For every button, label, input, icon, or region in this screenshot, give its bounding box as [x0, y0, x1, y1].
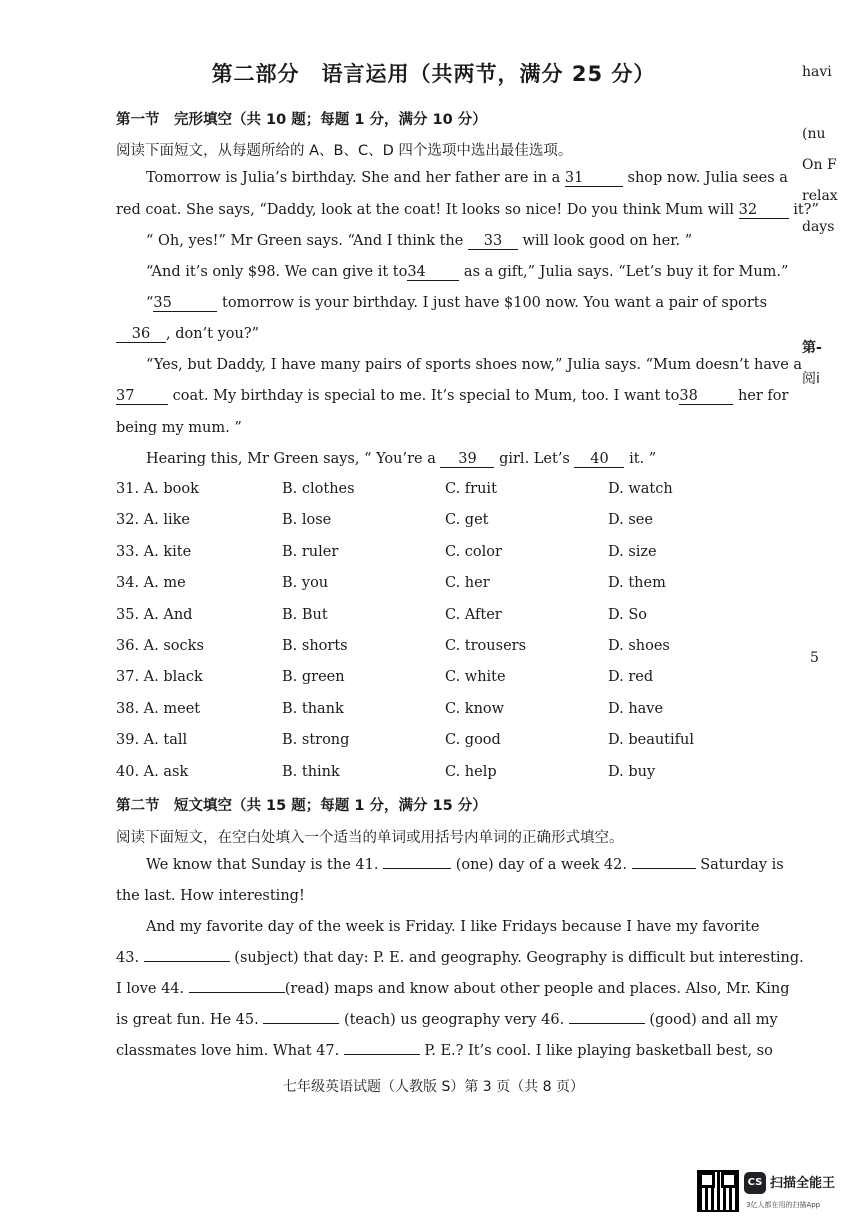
option-d: D. size	[608, 544, 657, 560]
option-b: B. you	[282, 575, 329, 591]
side-fragment: 阅i	[802, 371, 820, 387]
scanner-app-name: 扫描全能王	[770, 1176, 836, 1191]
option-a: 37. A. black	[116, 669, 203, 685]
option-b: B. lose	[282, 512, 332, 528]
passage1-line-5: “35 tomorrow is your birthday. I just have $100 now. You want a pair of sports	[146, 295, 768, 311]
passage1-line-1: Tomorrow is Julia’s birthday. She and her father are in a 31 shop now. Julia sees a	[146, 170, 788, 186]
blank-45	[263, 1023, 339, 1024]
option-b: B. strong	[282, 732, 350, 748]
side-fragment: On F	[802, 157, 837, 173]
passage2-line-1: We know that Sunday is the 41. (one) day of a week 42. Saturday is	[146, 857, 784, 873]
passage1-line-4: “And it’s only $98. We can give it to34 as a gift,” Julia says. “Let’s buy it for Mum.”	[146, 264, 789, 280]
option-a: 39. A. tall	[116, 732, 188, 748]
passage2-line-4: 43. (subject) that day: P. E. and geography. Geography is difficult but interesting.	[116, 950, 804, 966]
option-c: C. her	[445, 575, 490, 591]
question-number: 39.	[116, 732, 140, 748]
option-a: 33. A. kite	[116, 544, 192, 560]
option-c: C. know	[445, 701, 505, 717]
blank-41	[383, 868, 451, 869]
passage1-line-9: being my mum. ”	[116, 420, 242, 436]
option-c: C. After	[445, 607, 502, 623]
page-footer: 七年级英语试题（人教版 S）第 3 页（共 8 页）	[283, 1079, 584, 1095]
option-a: 34. A. me	[116, 575, 186, 591]
question-number: 31.	[116, 481, 140, 497]
passage1-line-7: “Yes, but Daddy, I have many pairs of sports shoes now,” Julia says. “Mum doesn’t have a	[146, 357, 803, 373]
question-number: 37.	[116, 669, 140, 685]
section2-heading: 第二节 短文填空（共 15 题；每题 1 分，满分 15 分）	[116, 798, 487, 814]
option-a: 40. A. ask	[116, 764, 189, 780]
option-d: D. have	[608, 701, 664, 717]
blank-47	[344, 1054, 420, 1055]
option-a: 36. A. socks	[116, 638, 204, 654]
question-number: 36.	[116, 638, 140, 654]
option-b: B. ruler	[282, 544, 339, 560]
option-d: D. see	[608, 512, 653, 528]
qr-code-icon	[697, 1170, 739, 1212]
blank-43	[144, 961, 230, 962]
option-b: B. thank	[282, 701, 344, 717]
option-c: C. fruit	[445, 481, 497, 497]
question-number: 35.	[116, 607, 140, 623]
passage1-line-10: Hearing this, Mr Green says, “ You’re a 39 girl. Let’s 40 it. ”	[146, 451, 657, 467]
section2-instruction: 阅读下面短文，在空白处填入一个适当的单词或用括号内单词的正确形式填空。	[116, 830, 624, 846]
scanner-logo-icon: CS	[744, 1172, 766, 1194]
option-d: D. them	[608, 575, 666, 591]
option-b: B. clothes	[282, 481, 355, 497]
blank-44	[189, 992, 285, 993]
option-c: C. good	[445, 732, 501, 748]
side-fragment: relax	[802, 188, 838, 204]
passage2-line-6: is great fun. He 45. (teach) us geography very 46. (good) and all my	[116, 1012, 778, 1028]
option-a: 38. A. meet	[116, 701, 201, 717]
passage2-line-7: classmates love him. What 47. P. E.? It’s cool. I like playing basketball best, so	[116, 1043, 773, 1059]
blank-31: 31	[565, 170, 623, 187]
passage1-line-3: “ Oh, yes!” Mr Green says. “And I think the 33 will look good on her. ”	[146, 233, 693, 249]
option-b: B. think	[282, 764, 340, 780]
option-d: D. red	[608, 669, 654, 685]
passage2-line-5: I love 44. (read) maps and know about other people and places. Also, Mr. King	[116, 981, 790, 997]
blank-38: 38	[679, 388, 733, 405]
section1-instruction: 阅读下面短文，从每题所给的 A、B、C、D 四个选项中选出最佳选项。	[116, 143, 573, 159]
part-title: 第二部分 语言运用（共两节，满分 25 分）	[211, 62, 656, 86]
passage1-line-2: red coat. She says, “Daddy, look at the coat! It looks so nice! Do you think Mum will 32 it?”	[116, 202, 819, 218]
blank-35: 35	[153, 295, 217, 312]
option-a: 31. A. book	[116, 481, 199, 497]
option-d: D. watch	[608, 481, 673, 497]
blank-34: 34	[407, 264, 459, 281]
blank-46	[569, 1023, 645, 1024]
blank-32: 32	[739, 202, 789, 219]
option-d: D. buy	[608, 764, 656, 780]
option-b: B. But	[282, 607, 328, 623]
option-d: D. shoes	[608, 638, 670, 654]
side-fragment: days	[802, 219, 835, 235]
passage2-line-3: And my favorite day of the week is Friday. I like Fridays because I have my favorite	[146, 919, 760, 935]
option-b: B. shorts	[282, 638, 348, 654]
option-c: C. white	[445, 669, 506, 685]
passage1-line-8: 37 coat. My birthday is special to me. It’s special to Mum, too. I want to38 her for	[116, 388, 789, 404]
passage1-line-6: 36 , don’t you?”	[116, 326, 742, 343]
section1-heading: 第一节 完形填空（共 10 题；每题 1 分，满分 10 分）	[116, 112, 487, 128]
blank-42	[632, 868, 696, 869]
option-b: B. green	[282, 669, 345, 685]
blank-33: 33	[468, 233, 518, 250]
question-number: 32.	[116, 512, 140, 528]
side-fragment: havi	[802, 64, 832, 80]
option-d: D. So	[608, 607, 647, 623]
option-a: 32. A. like	[116, 512, 191, 528]
blank-37: 37	[116, 388, 168, 405]
option-c: C. get	[445, 512, 489, 528]
question-number: 33.	[116, 544, 140, 560]
question-number: 38.	[116, 701, 140, 717]
option-d: D. beautiful	[608, 732, 694, 748]
side-fragment: 第-	[802, 340, 822, 356]
blank-39: 39	[440, 451, 494, 468]
blank-36: 36	[116, 326, 166, 343]
option-c: C. trousers	[445, 638, 527, 654]
question-number: 40.	[116, 764, 140, 780]
option-c: C. help	[445, 764, 497, 780]
question-number: 34.	[116, 575, 140, 591]
option-a: 35. A. And	[116, 607, 193, 623]
side-fragment: 5	[810, 650, 819, 666]
blank-40: 40	[574, 451, 624, 468]
scanner-tagline: 3亿人都在用的扫描App	[746, 1201, 821, 1209]
option-c: C. color	[445, 544, 502, 560]
passage2-line-2: the last. How interesting!	[116, 888, 305, 904]
side-fragment: (nu	[802, 126, 826, 142]
